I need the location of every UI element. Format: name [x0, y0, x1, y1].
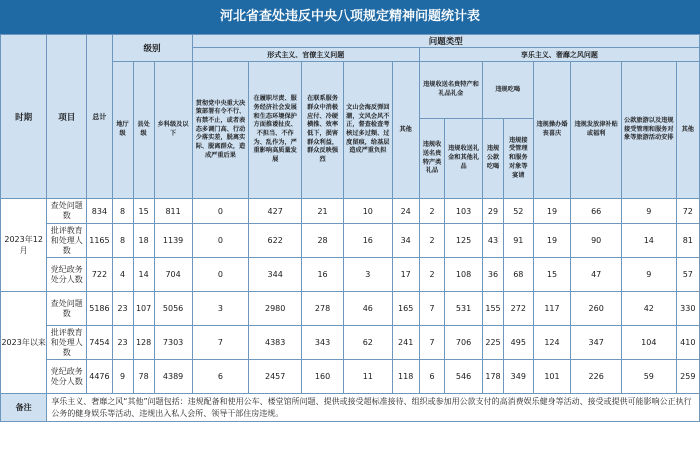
cell: 531 — [445, 292, 483, 326]
header-formalism-other: 其他 — [392, 62, 419, 199]
cell: 5186 — [87, 292, 112, 326]
header-formalism-2: 在履职尽责、服务经济社会发展和生态环境保护方面推诿扯皮、不担当、不作为、乱作为，严重影响高质量发展 — [249, 62, 302, 199]
cell: 124 — [533, 326, 571, 360]
cell: 7 — [419, 292, 444, 326]
cell: 24 — [392, 199, 419, 224]
cell: 118 — [392, 360, 419, 394]
cell: 811 — [154, 199, 192, 224]
cell: 706 — [445, 326, 483, 360]
cell: 91 — [504, 224, 533, 258]
cell: 103 — [445, 199, 483, 224]
cell: 16 — [302, 258, 344, 292]
cell: 3 — [344, 258, 392, 292]
header-formalism-1: 贯彻党中央重大决策部署有令不行、有禁不止，或者表态多调门高、行动少落实差，脱离实际、脱离群众，造成严重后果 — [192, 62, 249, 199]
header-hedonism-tourism: 公款旅游以及违规接受管理和服务对象等旅游活动安排 — [621, 62, 676, 199]
cell: 4383 — [249, 326, 302, 360]
cell: 28 — [302, 224, 344, 258]
cell: 18 — [133, 224, 154, 258]
cell: 78 — [133, 360, 154, 394]
cell: 17 — [392, 258, 419, 292]
cell: 19 — [533, 224, 571, 258]
cell: 104 — [621, 326, 676, 360]
cell: 16 — [344, 224, 392, 258]
header-gifts-cash: 违规收送礼金和其他礼品 — [445, 119, 483, 199]
cell: 4389 — [154, 360, 192, 394]
cell: 1165 — [87, 224, 112, 258]
header-formalism: 形式主义、官僚主义问题 — [192, 48, 419, 62]
row-item-label: 党纪政务处分人数 — [47, 258, 87, 292]
cell: 7 — [192, 326, 249, 360]
cell: 2 — [419, 258, 444, 292]
cell: 3 — [192, 292, 249, 326]
cell: 29 — [483, 199, 504, 224]
header-level-xiang: 乡科级及以下 — [154, 62, 192, 199]
cell: 546 — [445, 360, 483, 394]
row-item-label: 批评教育和处理人数 — [47, 224, 87, 258]
cell: 225 — [483, 326, 504, 360]
header-hedonism-dining: 违规吃喝 — [483, 62, 534, 119]
cell: 14 — [133, 258, 154, 292]
header-item: 项目 — [47, 35, 87, 199]
cell: 834 — [87, 199, 112, 224]
cell: 2 — [419, 199, 444, 224]
cell: 14 — [621, 224, 676, 258]
cell: 19 — [533, 199, 571, 224]
cell: 0 — [192, 258, 249, 292]
cell: 8 — [112, 199, 133, 224]
row-item-label: 批评教育和处理人数 — [47, 326, 87, 360]
cell: 34 — [392, 224, 419, 258]
cell: 4 — [112, 258, 133, 292]
cell: 23 — [112, 292, 133, 326]
header-dining-public: 违规公款吃喝 — [483, 119, 504, 199]
cell: 2980 — [249, 292, 302, 326]
table-row — [1, 292, 700, 326]
cell: 7 — [419, 326, 444, 360]
cell: 344 — [249, 258, 302, 292]
header-level-xian: 县处级 — [133, 62, 154, 199]
cell: 278 — [302, 292, 344, 326]
cell: 704 — [154, 258, 192, 292]
cell: 410 — [676, 326, 699, 360]
header-hedonism: 享乐主义、奢靡之风问题 — [419, 48, 699, 62]
cell: 59 — [621, 360, 676, 394]
cell: 165 — [392, 292, 419, 326]
header-hedonism-subsidies: 违规发放津补贴或福利 — [571, 62, 622, 199]
cell: 6 — [192, 360, 249, 394]
header-total: 总计 — [87, 35, 112, 199]
cell: 2 — [419, 224, 444, 258]
cell: 72 — [676, 199, 699, 224]
cell: 128 — [133, 326, 154, 360]
note-text: 享乐主义、奢靡之风“其他”问题包括：违规配备和使用公车、楼堂馆所问题、提供或接受超标准接待、组织或参加用公款支付的高消费娱乐健身等活动、接受或提供可能影响公正执行公务的健身娱乐等活动、违规出入私人会所、领导干部住房违规。 — [47, 394, 700, 422]
cell: 52 — [504, 199, 533, 224]
cell: 81 — [676, 224, 699, 258]
cell: 15 — [533, 258, 571, 292]
cell: 622 — [249, 224, 302, 258]
cell: 343 — [302, 326, 344, 360]
cell: 47 — [571, 258, 622, 292]
cell: 8 — [112, 224, 133, 258]
cell: 57 — [676, 258, 699, 292]
cell: 7303 — [154, 326, 192, 360]
table-row — [1, 224, 700, 258]
cell: 46 — [344, 292, 392, 326]
cell: 272 — [504, 292, 533, 326]
cell: 722 — [87, 258, 112, 292]
header-level-ting: 地厅级 — [112, 62, 133, 199]
header-formalism-3: 在联系服务群众中消极应付、冷硬横推、效率低下，损害群众利益，群众反映强烈 — [302, 62, 344, 199]
statistics-table — [0, 34, 700, 422]
cell: 155 — [483, 292, 504, 326]
row-item-label: 党纪政务处分人数 — [47, 360, 87, 394]
cell: 43 — [483, 224, 504, 258]
period-label: 2023年以来 — [1, 292, 47, 394]
header-hedonism-other: 其他 — [676, 62, 699, 199]
cell: 117 — [533, 292, 571, 326]
cell: 9 — [112, 360, 133, 394]
cell: 226 — [571, 360, 622, 394]
cell: 5056 — [154, 292, 192, 326]
cell: 2457 — [249, 360, 302, 394]
cell: 9 — [621, 258, 676, 292]
header-formalism-4: 文山会海反弹回潮，文风会风不正，督查检查考核过多过频、过度留痕，给基层造成严重负担 — [344, 62, 392, 199]
cell: 178 — [483, 360, 504, 394]
row-item-label: 查处问题数 — [47, 199, 87, 224]
cell: 349 — [504, 360, 533, 394]
cell: 11 — [344, 360, 392, 394]
cell: 260 — [571, 292, 622, 326]
table-row — [1, 326, 700, 360]
cell: 101 — [533, 360, 571, 394]
cell: 42 — [621, 292, 676, 326]
cell: 108 — [445, 258, 483, 292]
page-title: 河北省查处违反中央八项规定精神问题统计表 — [0, 0, 700, 34]
cell: 62 — [344, 326, 392, 360]
cell: 36 — [483, 258, 504, 292]
note-label: 备注 — [1, 394, 47, 422]
cell: 1139 — [154, 224, 192, 258]
cell: 21 — [302, 199, 344, 224]
header-hedonism-gifts: 违规收送名贵特产和礼品礼金 — [419, 62, 482, 119]
table-row — [1, 199, 700, 224]
header-level: 级别 — [112, 35, 192, 62]
table-row — [1, 258, 700, 292]
cell: 330 — [676, 292, 699, 326]
cell: 66 — [571, 199, 622, 224]
cell: 160 — [302, 360, 344, 394]
cell: 9 — [621, 199, 676, 224]
row-item-label: 查处问题数 — [47, 292, 87, 326]
cell: 241 — [392, 326, 419, 360]
cell: 427 — [249, 199, 302, 224]
cell: 6 — [419, 360, 444, 394]
cell: 10 — [344, 199, 392, 224]
header-problem-types: 问题类型 — [192, 35, 699, 48]
cell: 347 — [571, 326, 622, 360]
cell: 259 — [676, 360, 699, 394]
header-dining-banquet: 违规接受管理和服务对象等宴请 — [504, 119, 533, 199]
cell: 125 — [445, 224, 483, 258]
table-row — [1, 360, 700, 394]
cell: 0 — [192, 224, 249, 258]
cell: 107 — [133, 292, 154, 326]
cell: 90 — [571, 224, 622, 258]
cell: 7454 — [87, 326, 112, 360]
header-period: 时期 — [1, 35, 47, 199]
header-hedonism-weddings: 违规操办婚丧喜庆 — [533, 62, 571, 199]
cell: 15 — [133, 199, 154, 224]
cell: 23 — [112, 326, 133, 360]
header-gifts-specialty: 违规收送名贵特产类礼品 — [419, 119, 444, 199]
cell: 495 — [504, 326, 533, 360]
period-label: 2023年12月 — [1, 199, 47, 292]
cell: 0 — [192, 199, 249, 224]
cell: 4476 — [87, 360, 112, 394]
cell: 68 — [504, 258, 533, 292]
